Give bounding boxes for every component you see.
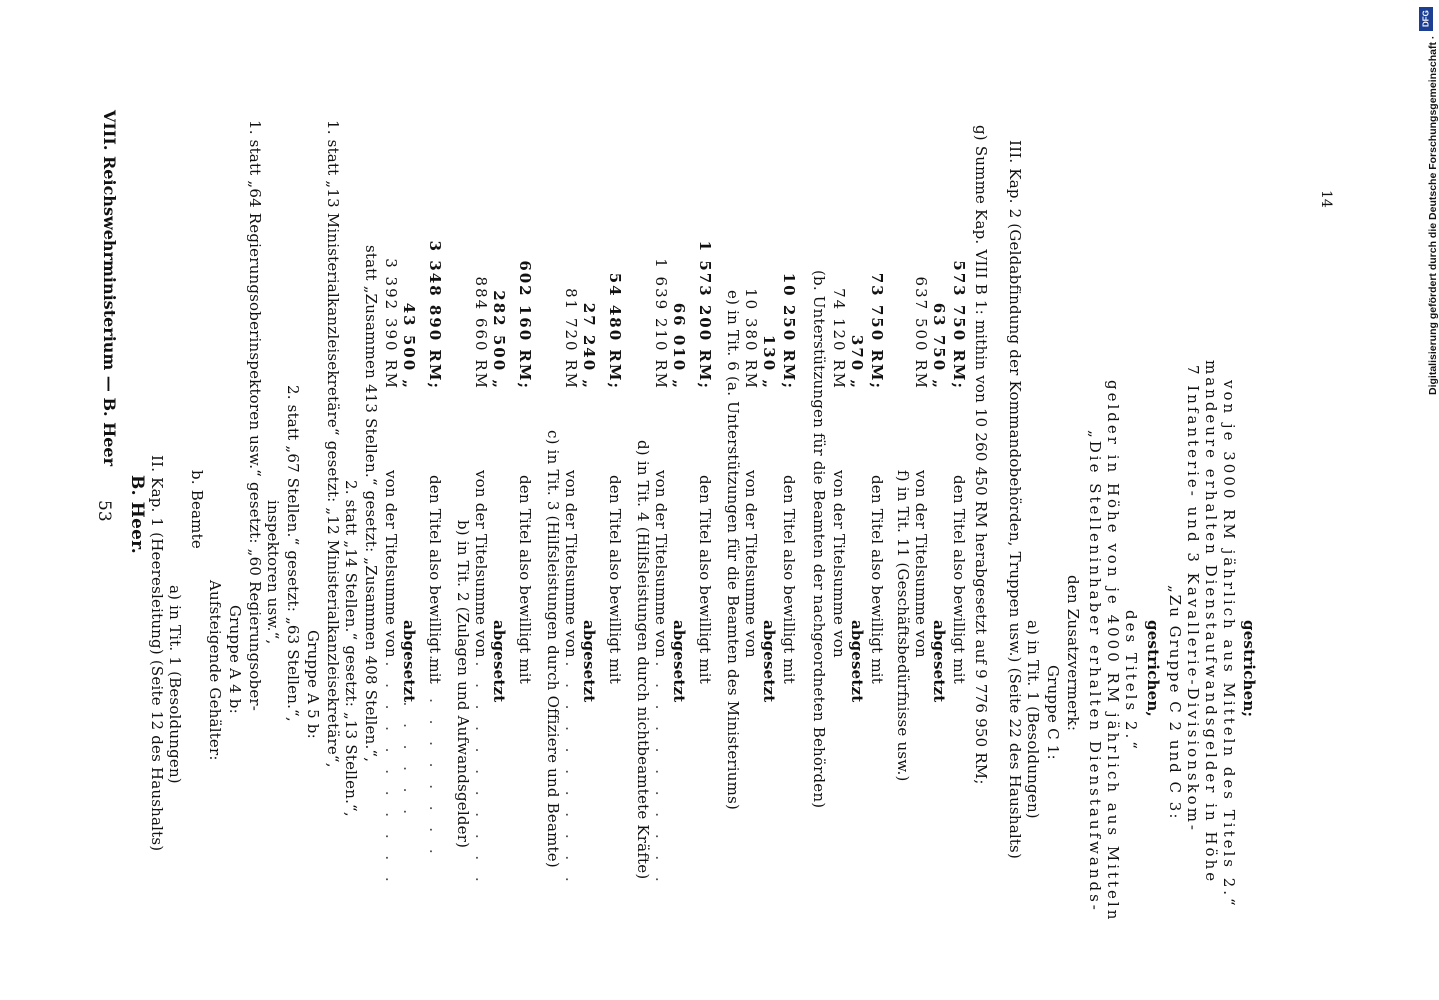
amount: 3 348 890 RM; bbox=[426, 240, 444, 390]
text-line: II. Kap. 1 (Heeresleitung) (Seite 12 des Haushalts) bbox=[148, 455, 166, 852]
amount: 884 660 RM bbox=[472, 276, 490, 390]
text-line: „Zu Gruppe C 2 und C 3: bbox=[1166, 585, 1184, 821]
amount: 602 160 RM; bbox=[516, 260, 534, 390]
dfg-logo-icon: DFG bbox=[1419, 7, 1433, 31]
text-line: inspektoren usw.“, bbox=[264, 500, 282, 645]
amount: 54 480 RM; bbox=[606, 272, 624, 390]
text-line: abgesetzt bbox=[670, 620, 688, 703]
page-number: 53 bbox=[94, 500, 114, 522]
text-line: f) in Tit. 11 (Geschäftsbedürfnisse usw.) bbox=[894, 470, 912, 782]
text-line: b) in Tit. 2 (Zulagen und Aufwandsgelder) bbox=[454, 520, 472, 849]
section-title: B. Heer. bbox=[127, 475, 147, 554]
text-line: des Titels 2.“ bbox=[1122, 610, 1140, 752]
text-line: den Titel also bewilligt mit bbox=[950, 475, 968, 684]
text-line: mandeure erhalten Dienstaufwandsgelder in Höhe bbox=[1202, 360, 1220, 885]
amount: 74 120 RM bbox=[830, 288, 848, 390]
text-line: b. Beamte bbox=[188, 470, 206, 549]
amount: 1 573 200 RM; bbox=[696, 240, 714, 390]
text-line: von der Titelsumme von bbox=[652, 470, 670, 658]
text-line: 7 Infanterie- und 3 Kavallerie-Divisionskom- bbox=[1184, 365, 1202, 833]
text-line: g) Summe Kap. VIII B 1: mithin von 10 260 450 RM herabgesetzt auf 9 776 950 RM; bbox=[972, 125, 990, 785]
text-line: abgesetzt bbox=[580, 620, 598, 703]
text-line: gestrichen; bbox=[1240, 620, 1258, 718]
text-line: von der Titelsumme von bbox=[562, 470, 580, 658]
text-line: den Titel also bewilligt mit bbox=[780, 475, 798, 684]
amount: 3 392 390 RM bbox=[382, 258, 400, 390]
text-line: den Titel also bewilligt mit bbox=[606, 475, 624, 684]
text-line: (b. Unterstützungen für die Beamten der nachgeordneten Behörden) bbox=[810, 270, 828, 809]
text-line: den Zusatzvermerk: bbox=[1064, 575, 1082, 732]
text-line: Gruppe C 1: bbox=[1044, 665, 1062, 760]
amount: 573 750 RM; bbox=[950, 260, 968, 390]
text-line: III. Kap. 2 (Geldabfindung der Kommandobehörden, Truppen usw.) (Seite 22 des Haushalts) bbox=[1006, 140, 1024, 860]
digitization-note: Digitalisierung gefördert durch die Deutsche Forschungsgemeinschaft · bbox=[1427, 35, 1439, 395]
amount: 10 380 RM bbox=[742, 288, 760, 390]
amount: 81 720 RM bbox=[562, 288, 580, 390]
text-line: a) in Tit. 1 (Besoldungen) bbox=[1024, 620, 1042, 819]
amount: 63 750 „ bbox=[930, 302, 948, 390]
leader-dots: . . . . . . . . . . bbox=[426, 655, 444, 860]
amount: 1 639 210 RM bbox=[652, 258, 670, 390]
text-line: von je 3000 RM jährlich aus Mitteln des Titels 2.“ bbox=[1220, 380, 1238, 909]
text-line: gestrichen, bbox=[1144, 620, 1162, 717]
text-line: von der Titelsumme von bbox=[472, 470, 490, 658]
text-line: 1. statt „13 Ministerialkanzleisekretäre“ gesetzt: „12 Ministerialkanzleisekretäre“, bbox=[324, 120, 342, 768]
text-line: Gruppe A 5 b: bbox=[304, 630, 322, 739]
text-line: d) in Tit. 4 (Hilfsleistungen durch nichtbeamtete Kräfte) bbox=[634, 440, 652, 880]
text-line: „Die Stelleninhaber erhalten Dienstaufwands- bbox=[1086, 430, 1104, 913]
leader-dots: . . . . . . . . . . . . bbox=[562, 640, 580, 888]
amount: 43 500 „ bbox=[400, 302, 418, 390]
amount: 10 250 RM; bbox=[780, 272, 798, 390]
text-line: von der Titelsumme von bbox=[382, 470, 400, 658]
leader-dots: . . . . . . . . . . . . bbox=[652, 640, 670, 888]
text-line: Aufsteigende Gehälter: bbox=[206, 580, 224, 761]
leader-dots: . . . . . . . . . . . . bbox=[472, 640, 490, 888]
margin-strip bbox=[1405, 0, 1439, 1000]
amount: 637 500 RM bbox=[912, 276, 930, 390]
text-line: 1. statt „64 Regierungsoberinspektoren usw.“ gesetzt: „60 Regierungsober- bbox=[246, 120, 264, 712]
text-line: a) in Tit. 1 (Besoldungen) bbox=[166, 585, 184, 784]
text-line: den Titel also bewilligt mit bbox=[868, 475, 886, 684]
text-line: von der Titelsumme von bbox=[742, 470, 760, 658]
text-line: von der Titelsumme von bbox=[830, 470, 848, 658]
text-line: abgesetzt bbox=[490, 620, 508, 703]
text-line: abgesetzt bbox=[930, 620, 948, 703]
text-line: c) in Tit. 3 (Hilfsleistungen durch Offiziere und Beamte) bbox=[544, 430, 562, 868]
text-line: 2. statt „67 Stellen.“ gesetzt: „63 Stellen.“, bbox=[284, 385, 302, 722]
amount: 73 750 RM; bbox=[868, 272, 886, 390]
text-line: Gruppe A 4 b: bbox=[226, 605, 244, 714]
running-head: VIII. Reichswehrministerium — B. Heer bbox=[100, 110, 119, 467]
leader-dots: . . . . . . . . . . . . bbox=[382, 640, 400, 888]
text-line: 2. statt „14 Stellen.“ gesetzt: „13 Stellen.“, bbox=[342, 480, 360, 817]
text-line: e) in Tit. 6 (a. Unterstützungen für die Beamten des Ministeriums) bbox=[724, 290, 742, 811]
page-number-bottom: 14 bbox=[1318, 190, 1334, 208]
text-line: gelder in Höhe von je 4000 RM jährlich aus Mitteln bbox=[1104, 380, 1122, 923]
text-line: von der Titelsumme von bbox=[912, 470, 930, 658]
text-line: abgesetzt bbox=[400, 620, 418, 703]
text-line: den Titel also bewilligt mit bbox=[516, 475, 534, 684]
amount: 282 500 „ bbox=[490, 290, 508, 390]
text-line: abgesetzt bbox=[848, 620, 866, 703]
amount: 130 „ bbox=[760, 334, 778, 390]
text-line: den Titel also bewilligt mit bbox=[426, 475, 444, 684]
text-line: statt „Zusammen 413 Stellen.“ gesetzt: „Zusammen 408 Stellen.“, bbox=[362, 245, 380, 763]
amount: 66 010 „ bbox=[670, 302, 688, 390]
amount: 27 240 „ bbox=[580, 302, 598, 390]
text-line: den Titel also bewilligt mit bbox=[696, 475, 714, 684]
leader-dots: . . . . . . . bbox=[400, 680, 418, 820]
amount: 370 „ bbox=[848, 334, 866, 390]
text-line: abgesetzt bbox=[760, 620, 778, 703]
